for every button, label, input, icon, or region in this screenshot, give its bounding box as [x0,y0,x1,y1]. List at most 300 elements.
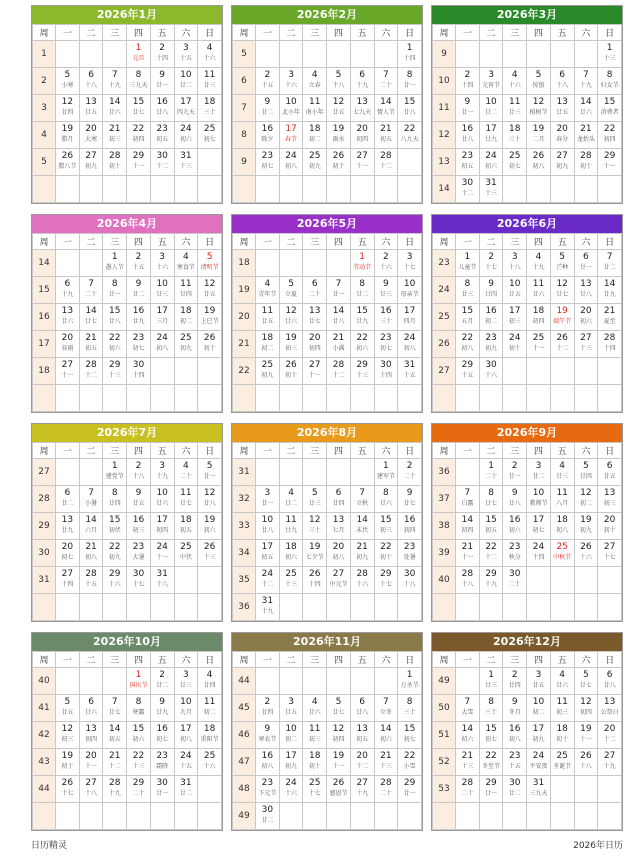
day-cell[interactable] [150,459,174,486]
day-cell[interactable] [574,277,598,304]
day-cell[interactable] [327,277,351,304]
day-cell[interactable] [150,277,174,304]
day-cell[interactable] [503,122,527,149]
day-cell[interactable] [150,250,174,277]
day-cell[interactable] [303,68,327,95]
day-cell[interactable] [527,250,551,277]
day-cell[interactable] [56,513,80,540]
day-cell[interactable] [574,331,598,358]
day-cell[interactable] [550,749,574,776]
day-cell[interactable] [398,695,422,722]
day-cell[interactable] [598,749,622,776]
day-cell[interactable] [256,567,280,594]
day-cell[interactable] [327,68,351,95]
day-cell[interactable] [527,459,551,486]
day-cell[interactable] [127,749,151,776]
day-cell[interactable] [598,304,622,331]
day-cell[interactable] [479,358,503,385]
day-cell[interactable] [374,567,398,594]
day-cell[interactable] [574,722,598,749]
day-cell[interactable] [256,68,280,95]
day-cell[interactable] [503,722,527,749]
day-cell[interactable] [303,149,327,176]
day-cell[interactable] [279,122,303,149]
day-cell[interactable] [279,149,303,176]
day-cell[interactable] [527,722,551,749]
day-cell[interactable] [127,68,151,95]
day-cell[interactable] [103,122,127,149]
day-cell[interactable] [374,513,398,540]
day-cell[interactable] [303,776,327,803]
day-cell[interactable] [374,122,398,149]
day-cell[interactable] [398,304,422,331]
day-cell[interactable] [456,331,480,358]
day-cell[interactable] [598,331,622,358]
day-cell[interactable] [103,459,127,486]
day-cell[interactable] [574,749,598,776]
day-cell[interactable] [374,540,398,567]
day-cell[interactable] [327,513,351,540]
day-cell[interactable] [456,540,480,567]
day-cell[interactable] [479,567,503,594]
day-cell[interactable] [479,331,503,358]
day-cell[interactable] [456,358,480,385]
day-cell[interactable] [127,149,151,176]
day-cell[interactable] [150,722,174,749]
day-cell[interactable] [174,149,198,176]
day-cell[interactable] [79,695,103,722]
day-cell[interactable] [374,331,398,358]
day-cell[interactable] [103,695,127,722]
day-cell[interactable] [150,149,174,176]
day-cell[interactable] [127,122,151,149]
day-cell[interactable] [174,122,198,149]
day-cell[interactable] [303,304,327,331]
day-cell[interactable] [398,749,422,776]
day-cell[interactable] [479,695,503,722]
day-cell[interactable] [327,149,351,176]
day-cell[interactable] [174,668,198,695]
day-cell[interactable] [256,331,280,358]
day-cell[interactable] [150,540,174,567]
day-cell[interactable] [527,95,551,122]
day-cell[interactable] [198,749,222,776]
day-cell[interactable] [198,304,222,331]
day-cell[interactable] [479,250,503,277]
day-cell[interactable] [56,695,80,722]
day-cell[interactable] [327,331,351,358]
day-cell[interactable] [279,95,303,122]
day-cell[interactable] [127,459,151,486]
day-cell[interactable] [79,513,103,540]
day-cell[interactable] [574,95,598,122]
day-cell[interactable] [56,358,80,385]
day-cell[interactable] [456,68,480,95]
day-cell[interactable] [198,722,222,749]
day-cell[interactable] [527,540,551,567]
day-cell[interactable] [598,41,622,68]
day-cell[interactable] [574,250,598,277]
day-cell[interactable] [198,486,222,513]
day-cell[interactable] [150,668,174,695]
day-cell[interactable] [303,695,327,722]
day-cell[interactable] [598,513,622,540]
day-cell[interactable] [174,486,198,513]
day-cell[interactable] [398,459,422,486]
day-cell[interactable] [303,540,327,567]
day-cell[interactable] [456,486,480,513]
day-cell[interactable] [527,149,551,176]
day-cell[interactable] [374,95,398,122]
day-cell[interactable] [350,776,374,803]
day-cell[interactable] [256,749,280,776]
day-cell[interactable] [256,149,280,176]
day-cell[interactable] [527,668,551,695]
day-cell[interactable] [550,277,574,304]
day-cell[interactable] [198,122,222,149]
day-cell[interactable] [150,95,174,122]
day-cell[interactable] [256,722,280,749]
day-cell[interactable] [303,722,327,749]
day-cell[interactable] [174,722,198,749]
day-cell[interactable] [574,122,598,149]
day-cell[interactable] [574,68,598,95]
day-cell[interactable] [174,277,198,304]
day-cell[interactable] [56,122,80,149]
day-cell[interactable] [503,331,527,358]
day-cell[interactable] [279,567,303,594]
day-cell[interactable] [174,459,198,486]
day-cell[interactable] [174,95,198,122]
day-cell[interactable] [127,41,151,68]
day-cell[interactable] [574,668,598,695]
day-cell[interactable] [279,722,303,749]
day-cell[interactable] [479,176,503,203]
day-cell[interactable] [198,68,222,95]
day-cell[interactable] [127,513,151,540]
day-cell[interactable] [127,95,151,122]
day-cell[interactable] [350,358,374,385]
day-cell[interactable] [398,250,422,277]
day-cell[interactable] [374,358,398,385]
day-cell[interactable] [174,749,198,776]
day-cell[interactable] [550,122,574,149]
day-cell[interactable] [56,68,80,95]
day-cell[interactable] [574,695,598,722]
day-cell[interactable] [174,250,198,277]
day-cell[interactable] [503,304,527,331]
day-cell[interactable] [550,695,574,722]
day-cell[interactable] [198,459,222,486]
day-cell[interactable] [198,277,222,304]
day-cell[interactable] [574,513,598,540]
day-cell[interactable] [527,695,551,722]
day-cell[interactable] [103,250,127,277]
day-cell[interactable] [150,41,174,68]
day-cell[interactable] [503,513,527,540]
day-cell[interactable] [327,749,351,776]
day-cell[interactable] [279,277,303,304]
day-cell[interactable] [303,122,327,149]
day-cell[interactable] [479,540,503,567]
day-cell[interactable] [103,304,127,331]
day-cell[interactable] [479,513,503,540]
day-cell[interactable] [127,250,151,277]
day-cell[interactable] [550,486,574,513]
day-cell[interactable] [503,776,527,803]
day-cell[interactable] [56,776,80,803]
day-cell[interactable] [398,122,422,149]
day-cell[interactable] [479,68,503,95]
day-cell[interactable] [598,95,622,122]
day-cell[interactable] [256,486,280,513]
day-cell[interactable] [303,513,327,540]
day-cell[interactable] [398,776,422,803]
day-cell[interactable] [350,68,374,95]
day-cell[interactable] [150,513,174,540]
day-cell[interactable] [103,513,127,540]
day-cell[interactable] [327,722,351,749]
day-cell[interactable] [150,486,174,513]
day-cell[interactable] [374,695,398,722]
day-cell[interactable] [127,358,151,385]
day-cell[interactable] [150,68,174,95]
day-cell[interactable] [503,250,527,277]
day-cell[interactable] [79,277,103,304]
day-cell[interactable] [598,250,622,277]
day-cell[interactable] [479,486,503,513]
day-cell[interactable] [256,95,280,122]
day-cell[interactable] [174,540,198,567]
day-cell[interactable] [598,668,622,695]
day-cell[interactable] [479,149,503,176]
day-cell[interactable] [303,358,327,385]
day-cell[interactable] [503,149,527,176]
day-cell[interactable] [350,149,374,176]
day-cell[interactable] [479,277,503,304]
day-cell[interactable] [456,776,480,803]
day-cell[interactable] [550,459,574,486]
day-cell[interactable] [103,722,127,749]
day-cell[interactable] [279,68,303,95]
day-cell[interactable] [456,513,480,540]
day-cell[interactable] [503,749,527,776]
day-cell[interactable] [479,776,503,803]
day-cell[interactable] [527,304,551,331]
day-cell[interactable] [456,250,480,277]
day-cell[interactable] [198,540,222,567]
day-cell[interactable] [198,250,222,277]
day-cell[interactable] [56,540,80,567]
day-cell[interactable] [127,277,151,304]
day-cell[interactable] [256,277,280,304]
day-cell[interactable] [256,594,280,621]
day-cell[interactable] [327,486,351,513]
day-cell[interactable] [303,95,327,122]
day-cell[interactable] [79,68,103,95]
day-cell[interactable] [374,459,398,486]
day-cell[interactable] [56,567,80,594]
day-cell[interactable] [350,722,374,749]
day-cell[interactable] [198,41,222,68]
day-cell[interactable] [56,95,80,122]
day-cell[interactable] [127,486,151,513]
day-cell[interactable] [527,776,551,803]
day-cell[interactable] [79,722,103,749]
day-cell[interactable] [303,749,327,776]
day-cell[interactable] [350,513,374,540]
day-cell[interactable] [79,122,103,149]
day-cell[interactable] [374,749,398,776]
day-cell[interactable] [79,540,103,567]
day-cell[interactable] [256,304,280,331]
day-cell[interactable] [303,567,327,594]
day-cell[interactable] [398,277,422,304]
day-cell[interactable] [598,722,622,749]
day-cell[interactable] [503,277,527,304]
day-cell[interactable] [56,722,80,749]
day-cell[interactable] [327,304,351,331]
day-cell[interactable] [550,149,574,176]
day-cell[interactable] [279,776,303,803]
day-cell[interactable] [456,149,480,176]
day-cell[interactable] [56,331,80,358]
day-cell[interactable] [398,540,422,567]
day-cell[interactable] [256,776,280,803]
day-cell[interactable] [303,277,327,304]
day-cell[interactable] [127,540,151,567]
day-cell[interactable] [127,776,151,803]
day-cell[interactable] [574,540,598,567]
day-cell[interactable] [350,250,374,277]
day-cell[interactable] [350,331,374,358]
day-cell[interactable] [527,486,551,513]
day-cell[interactable] [550,722,574,749]
day-cell[interactable] [174,513,198,540]
day-cell[interactable] [456,122,480,149]
day-cell[interactable] [550,540,574,567]
day-cell[interactable] [456,722,480,749]
day-cell[interactable] [56,486,80,513]
day-cell[interactable] [398,95,422,122]
day-cell[interactable] [279,749,303,776]
day-cell[interactable] [127,695,151,722]
day-cell[interactable] [374,277,398,304]
day-cell[interactable] [103,68,127,95]
day-cell[interactable] [79,358,103,385]
day-cell[interactable] [350,277,374,304]
day-cell[interactable] [103,95,127,122]
day-cell[interactable] [374,149,398,176]
day-cell[interactable] [527,331,551,358]
day-cell[interactable] [103,486,127,513]
day-cell[interactable] [279,513,303,540]
day-cell[interactable] [456,304,480,331]
day-cell[interactable] [303,331,327,358]
day-cell[interactable] [103,749,127,776]
day-cell[interactable] [150,122,174,149]
day-cell[interactable] [79,567,103,594]
day-cell[interactable] [327,358,351,385]
day-cell[interactable] [327,540,351,567]
day-cell[interactable] [174,331,198,358]
day-cell[interactable] [350,540,374,567]
day-cell[interactable] [550,331,574,358]
day-cell[interactable] [350,95,374,122]
day-cell[interactable] [479,459,503,486]
day-cell[interactable] [174,41,198,68]
day-cell[interactable] [574,459,598,486]
day-cell[interactable] [150,567,174,594]
day-cell[interactable] [56,304,80,331]
day-cell[interactable] [456,749,480,776]
day-cell[interactable] [127,304,151,331]
day-cell[interactable] [198,95,222,122]
day-cell[interactable] [598,695,622,722]
day-cell[interactable] [174,304,198,331]
day-cell[interactable] [503,95,527,122]
day-cell[interactable] [527,122,551,149]
day-cell[interactable] [103,149,127,176]
day-cell[interactable] [327,695,351,722]
day-cell[interactable] [279,695,303,722]
day-cell[interactable] [503,695,527,722]
day-cell[interactable] [574,304,598,331]
day-cell[interactable] [79,331,103,358]
day-cell[interactable] [79,749,103,776]
day-cell[interactable] [198,331,222,358]
day-cell[interactable] [479,749,503,776]
day-cell[interactable] [398,358,422,385]
day-cell[interactable] [598,540,622,567]
day-cell[interactable] [398,331,422,358]
day-cell[interactable] [598,68,622,95]
day-cell[interactable] [103,358,127,385]
day-cell[interactable] [256,122,280,149]
day-cell[interactable] [456,95,480,122]
day-cell[interactable] [79,95,103,122]
day-cell[interactable] [174,695,198,722]
day-cell[interactable] [374,776,398,803]
day-cell[interactable] [503,459,527,486]
day-cell[interactable] [598,149,622,176]
day-cell[interactable] [56,277,80,304]
day-cell[interactable] [374,722,398,749]
day-cell[interactable] [198,695,222,722]
day-cell[interactable] [479,122,503,149]
day-cell[interactable] [350,749,374,776]
day-cell[interactable] [374,68,398,95]
day-cell[interactable] [327,95,351,122]
day-cell[interactable] [174,776,198,803]
day-cell[interactable] [527,513,551,540]
day-cell[interactable] [550,68,574,95]
day-cell[interactable] [56,149,80,176]
day-cell[interactable] [198,513,222,540]
day-cell[interactable] [503,540,527,567]
day-cell[interactable] [398,486,422,513]
day-cell[interactable] [503,486,527,513]
day-cell[interactable] [398,668,422,695]
day-cell[interactable] [79,776,103,803]
day-cell[interactable] [56,749,80,776]
day-cell[interactable] [79,304,103,331]
day-cell[interactable] [327,122,351,149]
day-cell[interactable] [598,486,622,513]
day-cell[interactable] [256,358,280,385]
day-cell[interactable] [598,122,622,149]
day-cell[interactable] [150,749,174,776]
